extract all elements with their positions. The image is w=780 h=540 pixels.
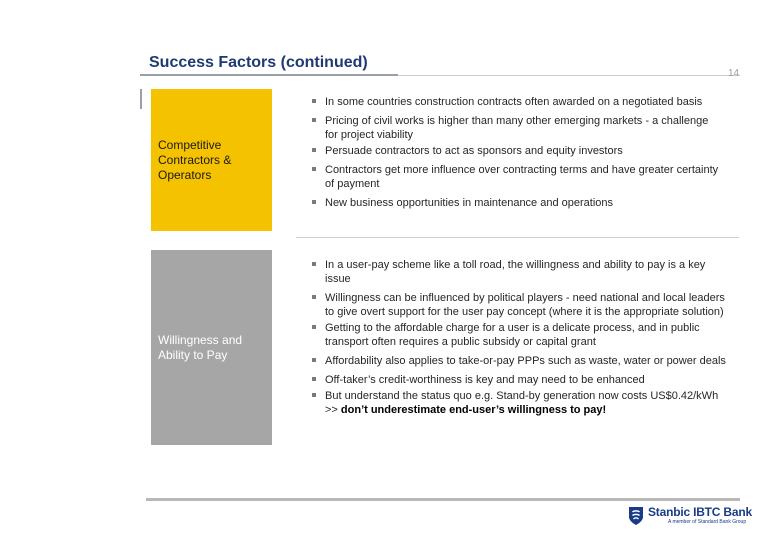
- bullet-item-emphasis: [310, 389, 726, 417]
- title-divider: [398, 75, 740, 76]
- footer-rule: [146, 498, 740, 501]
- bullet-item: Persuade contractors to act as sponsors and equity investors: [310, 144, 720, 158]
- section-label: Competitive Contractors & Operators: [158, 137, 232, 182]
- left-accent-bar: [140, 89, 142, 109]
- bullet-item: Off-taker’s credit-worthiness is key and may need to be enhanced: [310, 373, 726, 387]
- section-label: Willingness and Ability to Pay: [158, 332, 243, 362]
- title-underline: [140, 74, 398, 76]
- bullet-item: New business opportunities in maintenance and operations: [310, 196, 720, 210]
- bullet-item: Pricing of civil works is higher than many other emerging markets - a challenge for project viability: [310, 114, 720, 142]
- page-title: Success Factors (continued): [149, 54, 368, 71]
- section-label-box-contractors: [151, 89, 272, 231]
- bullet-list-contractors: [310, 95, 720, 215]
- company-logo: [628, 506, 752, 526]
- bullet-bold-text: don’t underestimate end-user’s willingness to pay!: [340, 404, 607, 416]
- logo-tagline: A member of Standard Bank Group: [668, 519, 747, 525]
- bullet-item: In a user-pay scheme like a toll road, the willingness and ability to pay is a key issue: [310, 258, 726, 286]
- bullet-item: In some countries construction contracts often awarded on a negotiated basis: [310, 95, 720, 109]
- bullet-item: Contractors get more influence over contracting terms and have greater certainty of payment: [310, 163, 720, 191]
- logo-name: Stanbic IBTC Bank: [648, 505, 752, 519]
- shield-logo-icon: [628, 506, 644, 526]
- section-divider: [296, 237, 739, 238]
- bullet-item: Willingness can be influenced by political players - need national and local leaders to give overt support for the user pay concept (where it is the appropriate solution): [310, 291, 726, 319]
- page-number: 14: [728, 68, 740, 79]
- bullet-list-willingness: [310, 258, 726, 422]
- section-label-box-willingness: [151, 250, 272, 445]
- bullet-item: Getting to the affordable charge for a user is a delicate process, and in public transport often requires a public subsidy or capital grant: [310, 321, 726, 349]
- bullet-text: But understand the status quo e.g. Stand-by generation now costs US$0.42/kWh >>: [325, 390, 719, 416]
- bullet-item: Affordability also applies to take-or-pay PPPs such as waste, water or power deals: [310, 354, 726, 368]
